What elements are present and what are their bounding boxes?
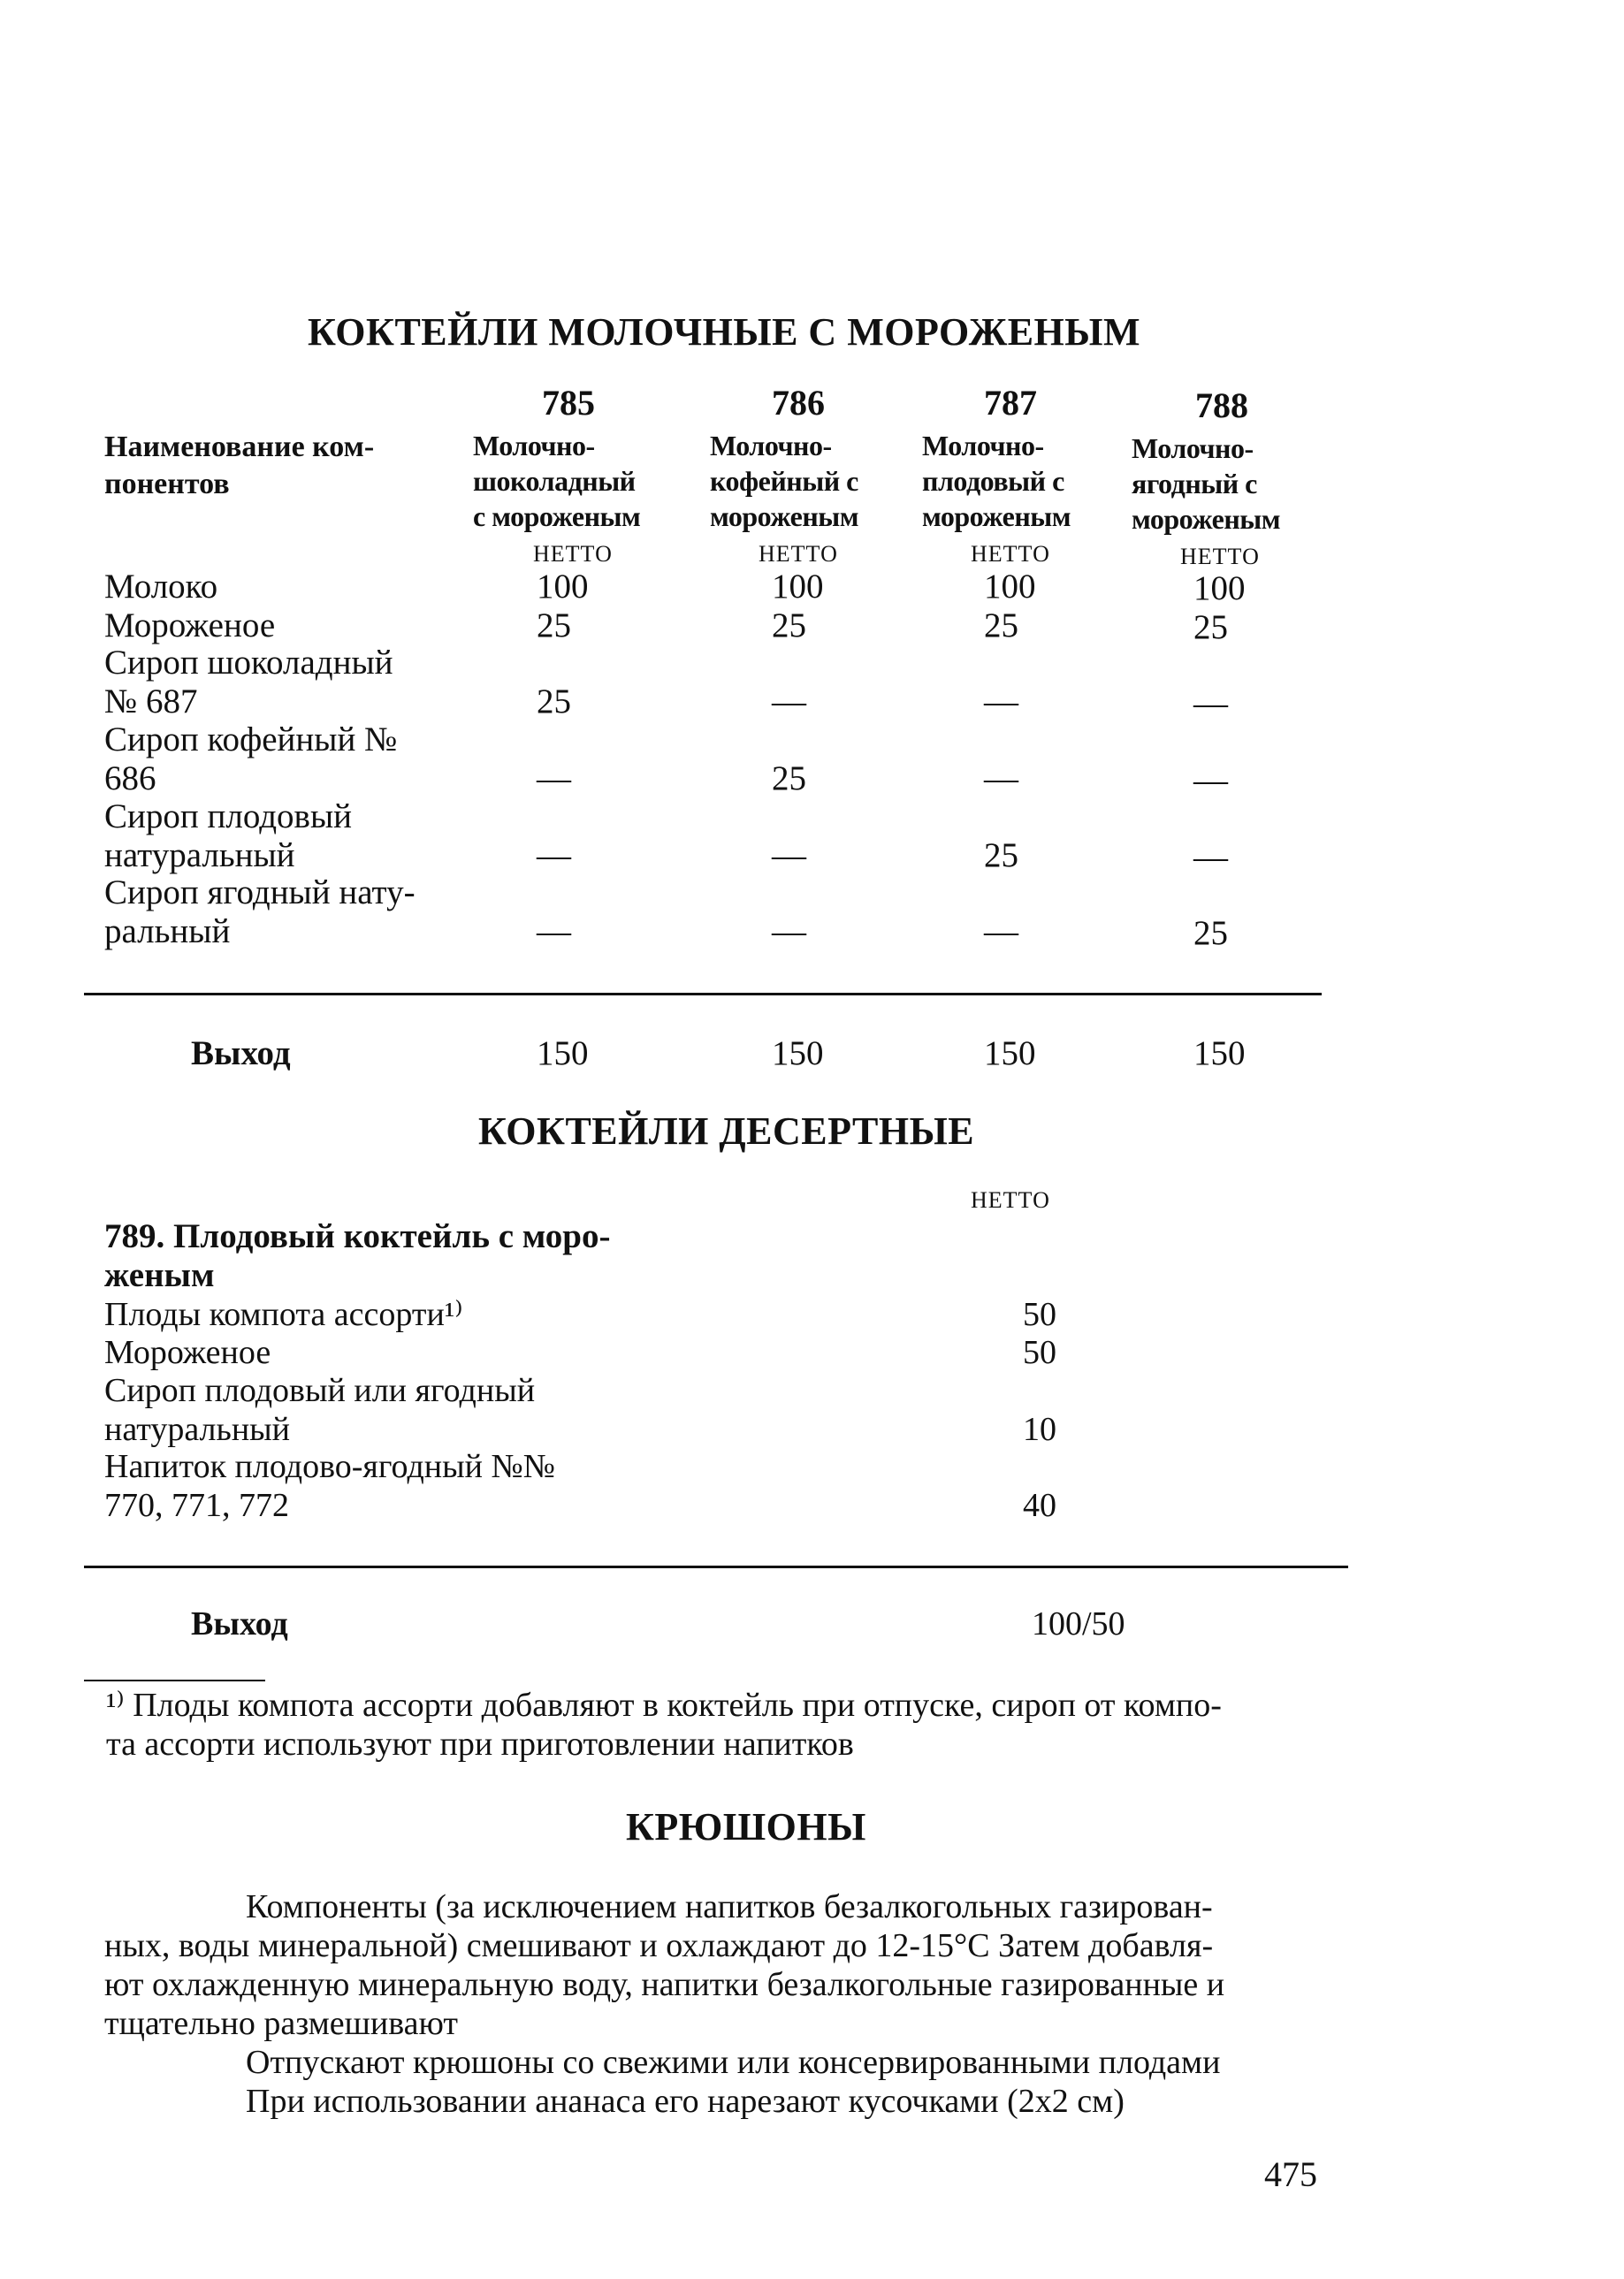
page-number: 475	[1264, 2154, 1317, 2194]
cell-value: 25	[537, 682, 571, 720]
col-788-number: 788	[1195, 385, 1248, 425]
yield-label: Выход	[191, 1034, 291, 1072]
cell-value: 25	[1193, 608, 1228, 646]
recipe-row-name: Мороженое	[104, 1334, 271, 1371]
cell-value: 100	[537, 568, 589, 606]
cell-value: 100	[984, 568, 1036, 606]
cell-value: —	[537, 836, 571, 874]
paragraph-3: При использовании ананаса его нарезают кусочками (2х2 см)	[246, 2083, 1125, 2120]
row-name: Сироп шоколадный № 687	[104, 644, 393, 720]
row-name: Сироп ягодный нату- ральный	[104, 873, 416, 950]
recipe-row-name: Плоды компота ассорти¹⁾	[104, 1296, 463, 1333]
yield-value: 150	[984, 1034, 1036, 1072]
cell-value: 25	[984, 836, 1018, 874]
recipe-yield-label: Выход	[191, 1605, 288, 1643]
yield-value: 150	[772, 1034, 824, 1072]
cell-value: —	[537, 912, 571, 950]
cell-value: —	[1193, 761, 1228, 799]
cell-value: —	[984, 912, 1018, 950]
cell-value: —	[772, 682, 806, 720]
cell-value: 25	[537, 606, 571, 644]
cell-value: —	[984, 759, 1018, 797]
col-787-header: Молочно- плодовый с мороженым	[922, 430, 1071, 532]
col-786-header: Молочно- кофейный с мороженым	[710, 430, 859, 532]
cell-value: 100	[772, 568, 824, 606]
row-name: Мороженое	[104, 606, 276, 644]
cell-value: —	[537, 759, 571, 797]
recipe-value: 40	[1023, 1487, 1056, 1524]
recipe-value: 10	[1023, 1411, 1056, 1448]
cell-value: 25	[772, 759, 806, 797]
recipe-value: 50	[1023, 1334, 1056, 1371]
cell-value: —	[772, 836, 806, 874]
section1-title: КОКТЕЙЛИ МОЛОЧНЫЕ С МОРОЖЕНЫМ	[308, 310, 1141, 354]
col-788-header: Молочно- ягодный с мороженым	[1132, 432, 1281, 535]
paragraph-2: Отпускают крюшоны со свежими или консервированными плодами	[246, 2044, 1221, 2081]
section2-title: КОКТЕЙЛИ ДЕСЕРТНЫЕ	[478, 1109, 975, 1153]
footnote-rule	[84, 1680, 265, 1681]
cell-value: 25	[1193, 914, 1228, 952]
table1-rule	[84, 993, 1322, 995]
cell-value: —	[772, 912, 806, 950]
recipe-yield-value: 100/50	[1032, 1605, 1125, 1643]
recipe-title: 789. Плодовый коктейль с моро- женым	[104, 1217, 611, 1294]
recipe-row-name: Сироп плодовый или ягодный натуральный	[104, 1372, 536, 1448]
yield-value: 150	[1193, 1034, 1246, 1072]
section2-unit: НЕТТО	[971, 1187, 1050, 1213]
col-785-unit: НЕТТО	[533, 541, 613, 567]
cell-value: 25	[772, 606, 806, 644]
row-name: Сироп плодовый натуральный	[104, 797, 353, 874]
recipe-row-name: Напиток плодово-ягодный №№ 770, 771, 772	[104, 1448, 555, 1524]
section3-title: КРЮШОНЫ	[626, 1805, 866, 1848]
col-786-number: 786	[772, 383, 825, 423]
col-788-unit: НЕТТО	[1180, 544, 1260, 569]
cell-value: 25	[984, 606, 1018, 644]
row-name: Молоко	[104, 568, 218, 606]
table2-rule	[84, 1566, 1348, 1568]
cell-value: —	[1193, 684, 1228, 722]
recipe-value: 50	[1023, 1296, 1056, 1333]
cell-value: 100	[1193, 569, 1246, 607]
col-787-unit: НЕТТО	[971, 541, 1050, 567]
name-header: Наименование ком- понентов	[104, 431, 375, 500]
cell-value: —	[1193, 838, 1228, 876]
col-785-header: Молочно- шоколадный с мороженым	[473, 430, 641, 532]
paragraph-1: Компоненты (за исключением напитков безалкогольных газирован- ных, воды минеральной) смешивают и охлаждают до 12-15°С Затем добавля- ют охлажденную минеральную воду, напитки безалкогольные газированные и тщательно размешивают	[104, 1888, 1225, 2042]
footnote: ¹⁾ Плоды компота ассорти добавляют в коктейль при отпуске, сироп от компо- та ассорти используют при приготовлении напитков	[106, 1687, 1222, 1763]
yield-value: 150	[537, 1034, 589, 1072]
cell-value: —	[984, 682, 1018, 720]
row-name: Сироп кофейный № 686	[104, 720, 398, 797]
col-785-number: 785	[542, 383, 595, 423]
col-787-number: 787	[984, 383, 1037, 423]
col-786-unit: НЕТТО	[759, 541, 838, 567]
